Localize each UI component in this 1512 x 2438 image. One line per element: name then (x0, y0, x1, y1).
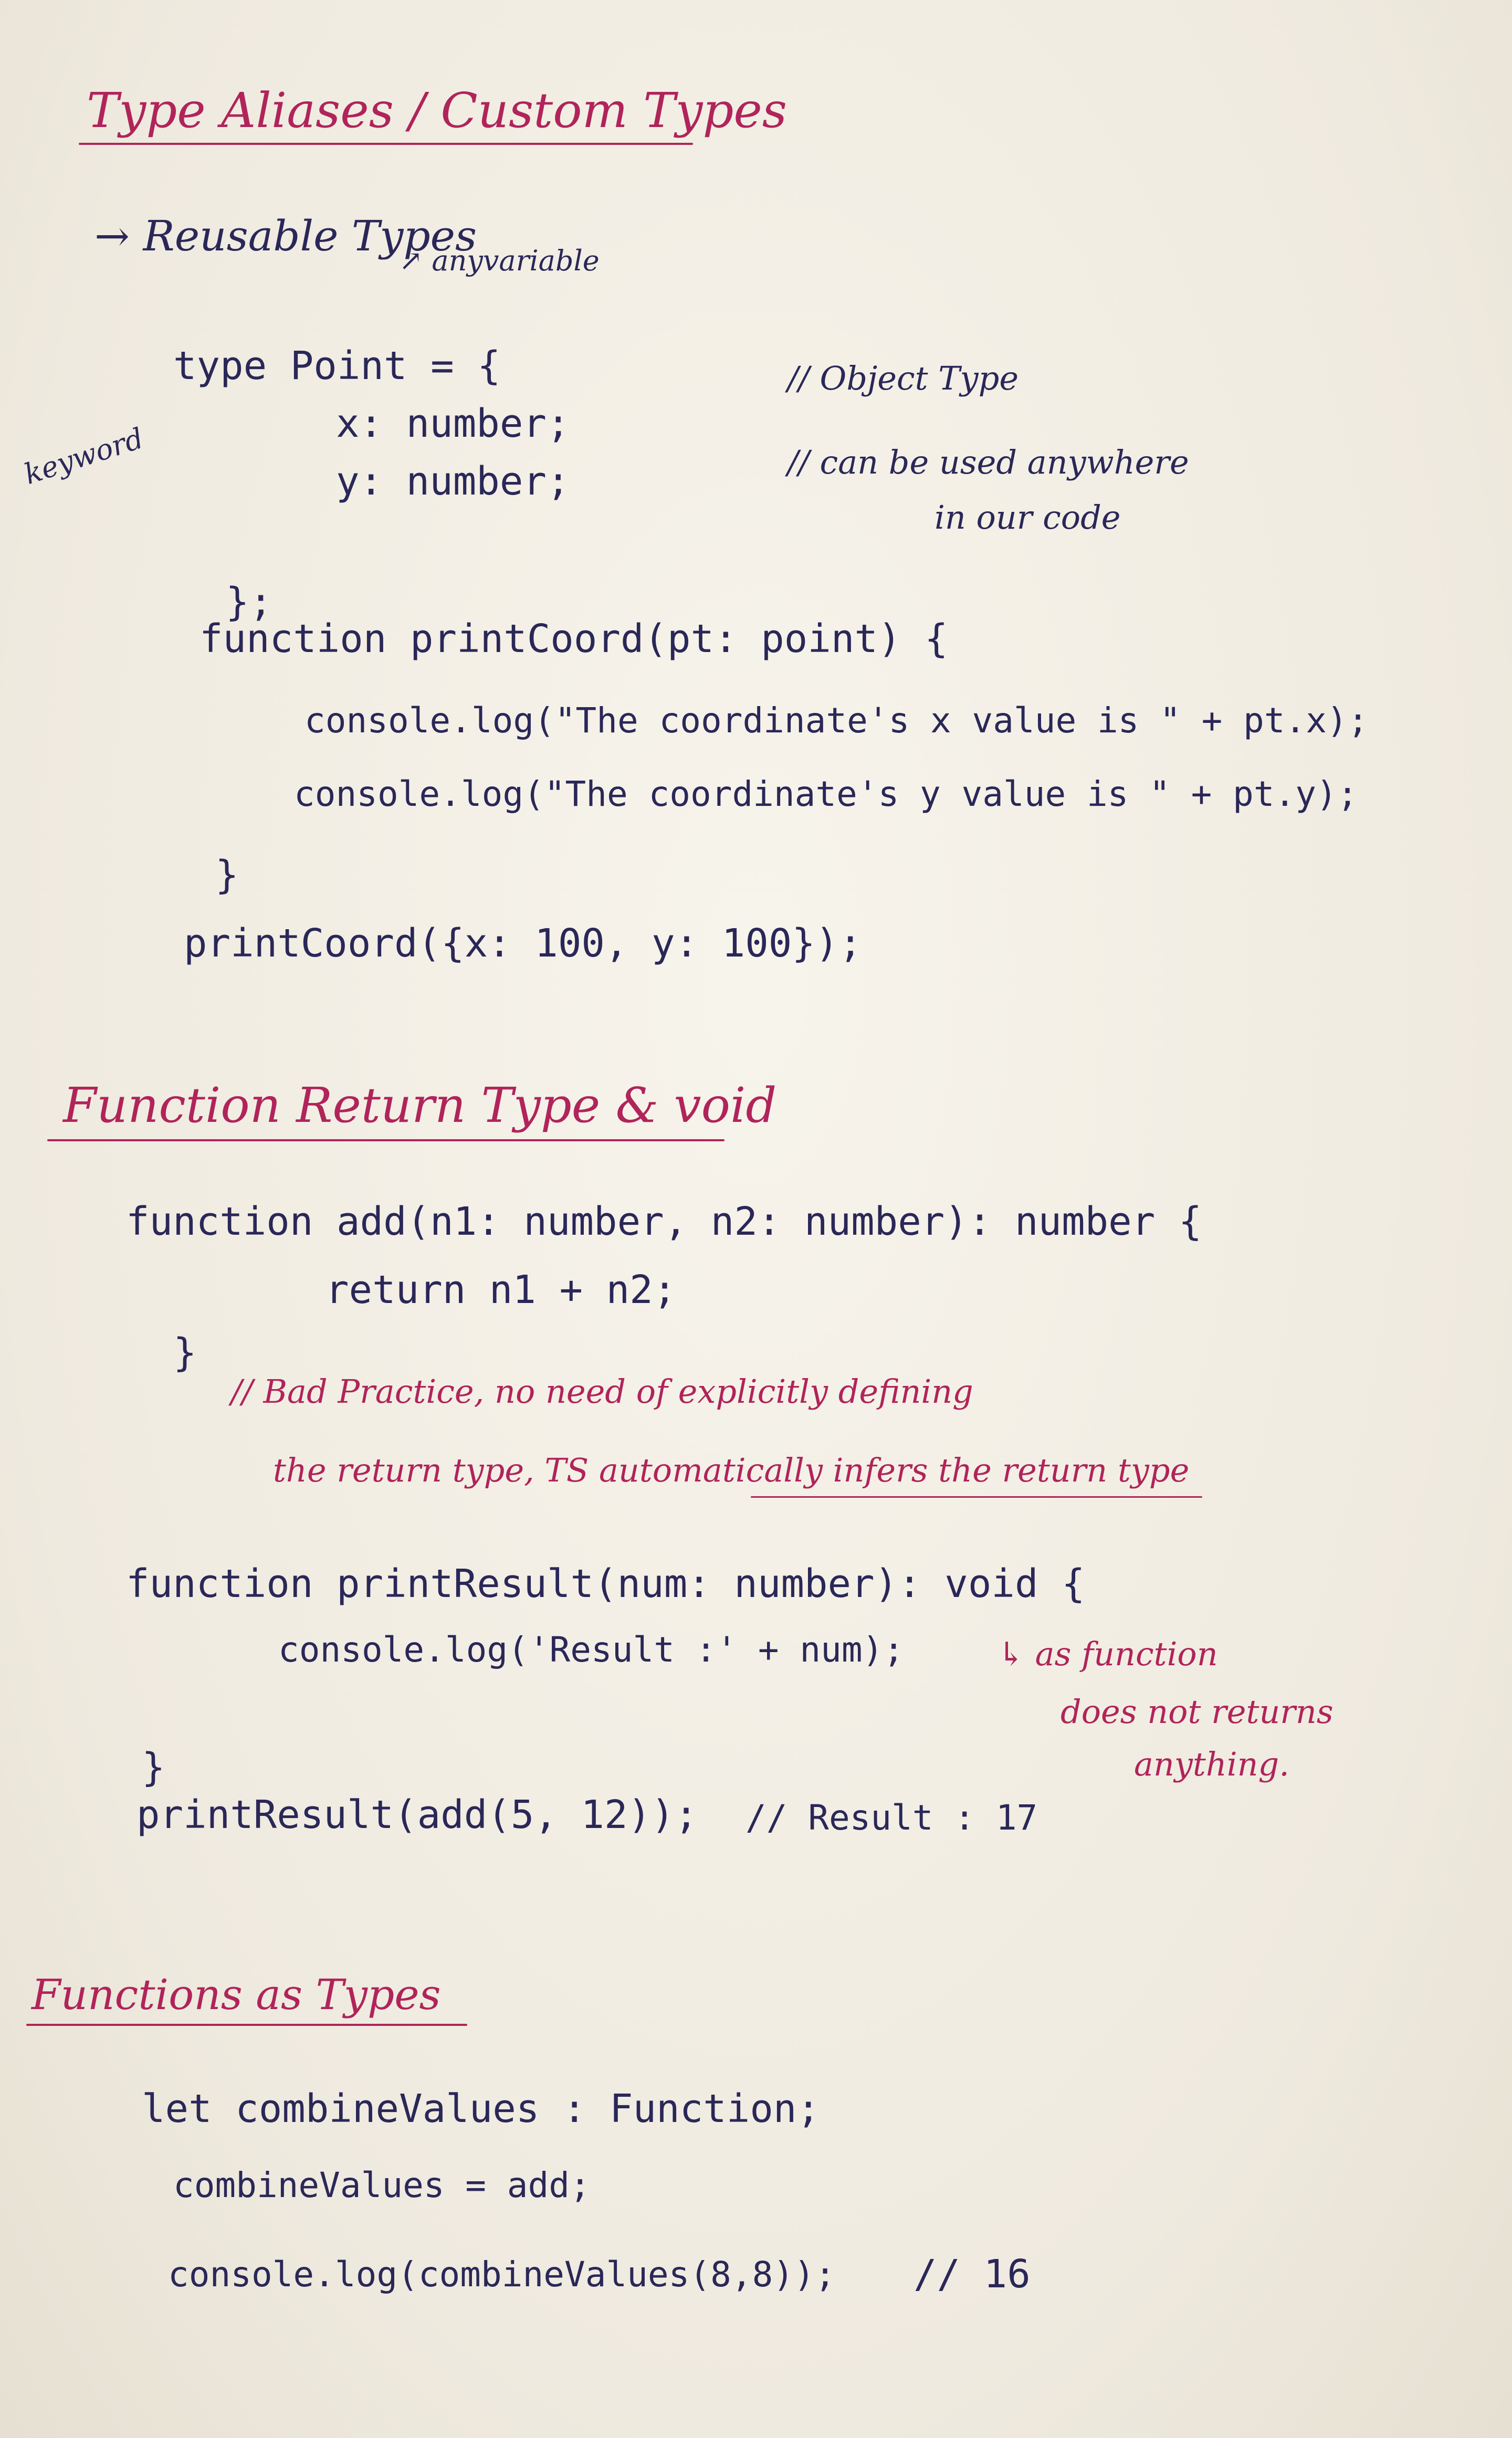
any-variable-note: ↗ anyvariable (399, 244, 600, 277)
let-combine-values: let combineValues : Function; (142, 2086, 821, 2131)
title-underline (47, 1139, 724, 1141)
section-title-type-aliases: Type Aliases / Custom Types (87, 82, 787, 139)
print-result-log: console.log('Result :' + num); (278, 1630, 905, 1670)
void-note-line2: does not returns (1060, 1693, 1334, 1731)
print-result-close: } (142, 1745, 165, 1790)
log-x-statement: console.log("The coordinate's x value is " + pt.x); (304, 700, 1369, 741)
bad-practice-note-line2: the return type, TS automatically infers the return type (273, 1451, 1190, 1489)
void-note-line3: anything. (1134, 1745, 1289, 1783)
print-coord-call: printCoord({x: 100, y: 100}); (184, 921, 863, 966)
add-return: return n1 + n2; (326, 1267, 677, 1312)
print-result-call: printResult(add(5, 12)); (136, 1792, 698, 1837)
type-close-brace: }; (226, 580, 273, 625)
log-combine-values-comment: // 16 (914, 2252, 1031, 2297)
print-coord-close: } (215, 853, 239, 898)
comment-reuse-line2: in our code (934, 498, 1121, 537)
title-underline (79, 143, 693, 145)
note-underline (751, 1496, 1202, 1498)
void-note-line1: ↳ as function (998, 1635, 1218, 1673)
log-combine-values: console.log(combineValues(8,8)); (168, 2254, 836, 2295)
assign-combine-values: combineValues = add; (173, 2165, 591, 2205)
keyword-note: keyword (20, 421, 148, 491)
log-y-statement: console.log("The coordinate's y value is " + pt.y); (294, 774, 1358, 814)
comment-object-type: // Object Type (788, 359, 1019, 397)
section-title-functions-as-types: Functions as Types (32, 1970, 441, 2019)
add-declaration: function add(n1: number, n2: number): number { (126, 1199, 1202, 1244)
bad-practice-note-line1: // Bad Practice, no need of explicitly defining (231, 1372, 973, 1411)
type-field-y: y: number; (336, 459, 570, 504)
section-title-return-type: Function Return Type & void (63, 1077, 777, 1133)
title-underline (26, 2024, 467, 2026)
comment-reuse-line1: // can be used anywhere (788, 443, 1189, 481)
type-declaration: type Point = { (173, 343, 501, 388)
print-result-call-comment: // Result : 17 (746, 1798, 1038, 1838)
bullet-reusable-types: → Reusable Types (94, 212, 477, 260)
print-coord-declaration: function printCoord(pt: point) { (200, 616, 948, 661)
type-field-x: x: number; (336, 401, 570, 446)
add-close: } (173, 1330, 197, 1375)
print-result-declaration: function printResult(num: number): void { (126, 1561, 1085, 1606)
